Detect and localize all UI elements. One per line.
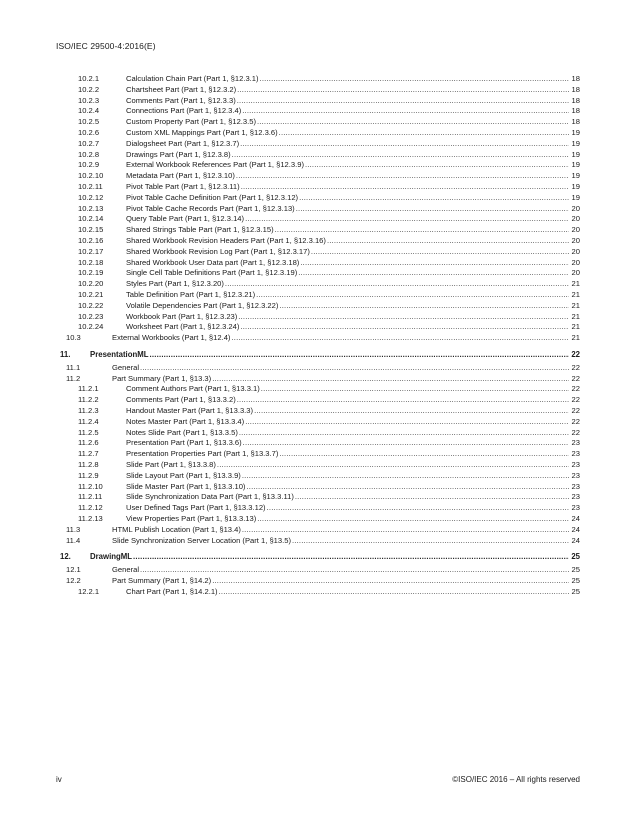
toc-entry-page: 19 — [571, 182, 580, 191]
toc-entry-number: 10.2.16 — [78, 236, 104, 245]
dot-leader — [292, 535, 569, 546]
toc-entry-page: 24 — [571, 524, 580, 534]
dot-leader — [246, 481, 569, 492]
dot-leader — [260, 73, 569, 84]
toc-entry-page: 21 — [571, 333, 580, 343]
dot-leader — [305, 159, 569, 170]
toc-entry-page: 23 — [571, 438, 580, 448]
toc-entry-title[interactable]: Pivot Table Cache Definition Part (Part 1, §12.3.12) — [126, 192, 299, 202]
toc-entry-title[interactable]: Calculation Chain Part (Part 1, §12.3.1) — [126, 74, 259, 83]
dot-leader — [245, 416, 569, 427]
toc-entry-number: 10.2.22 — [78, 300, 104, 310]
toc-entry-page: 19 — [571, 160, 580, 170]
dot-leader — [231, 332, 569, 343]
toc-entry-title[interactable]: Slide Synchronization Server Location (Part 1, §13.5) — [112, 535, 291, 545]
toc-entry-page: 18 — [571, 74, 580, 83]
toc-entry-title[interactable]: Slide Part (Part 1, §13.3.8) — [126, 460, 216, 469]
toc-entry-title[interactable]: Custom XML Mappings Part (Part 1, §12.3.6) — [126, 128, 278, 137]
dot-leader — [275, 224, 569, 235]
toc-entry-number: 10.2.14 — [78, 214, 104, 224]
dot-leader — [217, 459, 569, 470]
toc-entry-page: 25 — [571, 586, 580, 596]
dot-leader — [212, 373, 569, 384]
running-header: ISO/IEC 29500-4:2016(E) — [56, 41, 156, 51]
toc-entry-title[interactable]: Single Cell Table Definitions Part (Part 1, §12.3.19) — [126, 268, 298, 278]
toc-entry-number: 11.2.10 — [78, 481, 103, 491]
dot-leader — [149, 349, 569, 360]
toc-entry-number: 11.2.11 — [78, 492, 103, 502]
dot-leader — [243, 437, 569, 448]
toc-entry-title[interactable]: Pivot Table Cache Records Part (Part 1, §12.3.13) — [126, 203, 295, 213]
toc-entry-number: 10.2.2 — [78, 84, 100, 94]
toc-entry-page: 22 — [571, 416, 580, 426]
toc-entry-page: 22 — [571, 406, 580, 415]
toc-entry-number: 10.2.23 — [78, 311, 104, 321]
toc-entry-number: 10.2.5 — [78, 117, 100, 127]
toc-entry-number: 10.2.17 — [78, 246, 104, 256]
toc-entry-page: 20 — [571, 236, 580, 245]
toc-entry-page: 20 — [571, 257, 580, 267]
toc-entry-title[interactable]: External Workbooks (Part 1, §12.4) — [112, 333, 231, 343]
dot-leader — [242, 470, 569, 481]
toc-entry-page: 18 — [571, 117, 580, 127]
toc-entry-number: 10.2.7 — [78, 138, 100, 148]
toc-entry-number: 10.2.13 — [78, 203, 104, 213]
toc-entry-title[interactable]: Volatile Dependencies Part (Part 1, §12.3.22) — [126, 300, 279, 310]
dot-leader — [237, 95, 569, 106]
toc-entry-title[interactable]: Notes Slide Part (Part 1, §13.3.5) — [126, 427, 238, 437]
toc-entry-title[interactable]: Part Summary (Part 1, §14.2) — [112, 576, 212, 585]
toc-entry-number: 11.2.5 — [78, 427, 99, 437]
toc-entry-page: 22 — [571, 373, 580, 383]
toc-entry-title[interactable]: Slide Master Part (Part 1, §13.3.10) — [126, 481, 246, 491]
dot-leader — [261, 383, 569, 394]
dot-leader — [240, 138, 569, 149]
toc-entry-number: 11.2.1 — [78, 384, 99, 394]
dot-leader — [232, 149, 569, 160]
toc-entry-title[interactable]: Handout Master Part (Part 1, §13.3.3) — [126, 406, 254, 415]
toc-entry-title[interactable]: Connections Part (Part 1, §12.3.4) — [126, 106, 242, 116]
toc-entry-page: 20 — [571, 246, 580, 256]
toc-entry-number: 10.2.9 — [78, 160, 100, 170]
toc-entry-number: 11.2.8 — [78, 460, 99, 469]
dot-leader — [298, 267, 569, 278]
toc-entry-number: 11.2.4 — [78, 416, 99, 426]
copyright-notice: ©ISO/IEC 2016 – All rights reserved — [452, 775, 580, 784]
toc-entry-page: 23 — [571, 481, 580, 491]
dot-leader — [242, 105, 569, 116]
dot-leader — [296, 203, 569, 214]
toc-entry-page: 19 — [571, 192, 580, 202]
toc-entry-number: 10.2.11 — [78, 182, 103, 191]
dot-leader — [241, 181, 569, 192]
toc-entry-number: 10.2.20 — [78, 279, 104, 289]
toc-entry-number: 10.2.24 — [78, 322, 104, 332]
dot-leader — [133, 551, 569, 562]
toc-entry-number: 10.2.18 — [78, 257, 104, 267]
toc-entry-number: 11.2.13 — [78, 514, 103, 523]
toc-entry-title[interactable]: Query Table Part (Part 1, §12.3.14) — [126, 214, 245, 224]
dot-leader — [140, 362, 569, 373]
toc-entry-page: 20 — [571, 203, 580, 213]
toc-entry-number: 12.2.1 — [78, 586, 100, 596]
toc-entry-title[interactable]: Shared Workbook Revision Headers Part (Part 1, §12.3.16) — [126, 236, 326, 245]
toc-entry-number: 10.2.6 — [78, 128, 100, 137]
toc-entry-page: 19 — [571, 138, 580, 148]
dot-leader — [279, 127, 569, 138]
toc-entry-title[interactable]: Comments Part (Part 1, §13.3.2) — [126, 395, 236, 405]
dot-leader — [299, 192, 569, 203]
toc-entry-page: 24 — [571, 514, 580, 523]
toc-entry-page: 18 — [571, 106, 580, 116]
toc-entry-page: 22 — [571, 384, 580, 394]
toc-entry-title[interactable]: Part Summary (Part 1, §13.3) — [112, 373, 212, 383]
toc-entry-title[interactable]: Dialogsheet Part (Part 1, §12.3.7) — [126, 138, 240, 148]
toc-entry-page: 19 — [571, 171, 580, 181]
toc-entry-page: 23 — [571, 492, 580, 502]
toc-entry-number: 11.3 — [66, 524, 81, 534]
dot-leader — [300, 257, 569, 268]
dot-leader — [219, 586, 569, 597]
toc-entry-page: 22 — [571, 362, 580, 372]
toc-entry-title[interactable]: PresentationML — [90, 350, 149, 359]
toc-entry-number: 10.2.3 — [78, 95, 100, 105]
toc-entry-number: 12. — [60, 552, 71, 562]
toc-entry-title[interactable]: DrawingML — [90, 552, 133, 562]
toc-entry-page: 18 — [571, 84, 580, 94]
toc-entry-title[interactable]: HTML Publish Location (Part 1, §13.4) — [112, 524, 241, 534]
toc-entry-number: 10.2.21 — [78, 290, 104, 299]
toc-entry-page: 25 — [571, 565, 580, 575]
toc-entry-title[interactable]: Metadata Part (Part 1, §12.3.10) — [126, 171, 235, 181]
toc-entry-number: 10.2.8 — [78, 149, 100, 159]
toc-entry-number: 11.2 — [66, 373, 81, 383]
toc-entry-page: 25 — [571, 552, 580, 562]
toc-entry-title[interactable]: General — [112, 565, 140, 575]
toc-entry-page: 22 — [571, 427, 580, 437]
page-number: iv — [56, 775, 62, 784]
toc-entry-title[interactable]: Table Definition Part (Part 1, §12.3.21) — [126, 290, 256, 299]
toc-entry-title[interactable]: Custom Property Part (Part 1, §12.3.5) — [126, 117, 256, 127]
toc-entry-title[interactable]: Slide Layout Part (Part 1, §13.3.9) — [126, 470, 241, 480]
toc-entry-title[interactable]: Styles Part (Part 1, §12.3.20) — [126, 279, 224, 289]
dot-leader — [256, 289, 569, 300]
toc-entry-page: 20 — [571, 225, 580, 235]
dot-leader — [295, 491, 569, 502]
toc-entry-title[interactable]: View Properties Part (Part 1, §13.3.13) — [126, 514, 257, 523]
dot-leader — [236, 170, 569, 181]
dot-leader — [237, 394, 569, 405]
dot-leader — [212, 575, 569, 586]
toc-entry-page: 23 — [571, 460, 580, 469]
toc-entry-number: 11.2.9 — [78, 470, 99, 480]
dot-leader — [242, 524, 569, 535]
toc-entry-page: 21 — [571, 279, 580, 289]
dot-leader — [327, 235, 569, 246]
dot-leader — [257, 513, 569, 524]
toc-entry-title[interactable]: Comment Authors Part (Part 1, §13.3.1) — [126, 384, 260, 394]
toc-entry-number: 10.2.10 — [78, 171, 104, 181]
toc-entry-page: 22 — [571, 350, 580, 359]
toc-entry-page: 24 — [571, 535, 580, 545]
toc-entry-page: 21 — [571, 322, 580, 332]
toc-entry-number: 11.2.6 — [78, 438, 99, 448]
toc-entry-number: 11.2.3 — [78, 406, 99, 415]
toc-entry-page: 20 — [571, 214, 580, 224]
toc-entry-page: 19 — [571, 149, 580, 159]
dot-leader — [239, 427, 569, 438]
toc-entry-title[interactable]: Shared Workbook Revision Log Part (Part 1, §12.3.17) — [126, 246, 310, 256]
toc-entry-title[interactable]: Presentation Part (Part 1, §13.3.6) — [126, 438, 242, 448]
toc-entry-title[interactable]: Drawings Part (Part 1, §12.3.8) — [126, 149, 231, 159]
toc-entry-page: 21 — [571, 311, 580, 321]
toc-entry-number: 10.2.1 — [78, 74, 100, 83]
toc-entry-page: 20 — [571, 268, 580, 278]
toc-entry-title[interactable]: Notes Master Part (Part 1, §13.3.4) — [126, 416, 245, 426]
dot-leader — [311, 246, 569, 257]
toc-entry-number: 10.2.4 — [78, 106, 100, 116]
toc-entry-number: 11.2.7 — [78, 449, 99, 459]
toc-entry-title[interactable]: External Workbook References Part (Part 1, §12.3.9) — [126, 160, 304, 170]
dot-leader — [225, 278, 569, 289]
dot-leader — [257, 116, 569, 127]
dot-leader — [140, 564, 569, 575]
toc-entry-page: 22 — [571, 395, 580, 405]
toc-entry-title[interactable]: General — [112, 362, 140, 372]
toc-entry-number: 11.2.12 — [78, 503, 103, 513]
toc-entry-title[interactable]: Worksheet Part (Part 1, §12.3.24) — [126, 322, 240, 332]
toc-entry-number: 10.2.19 — [78, 268, 104, 278]
toc-entry-number: 11.2.2 — [78, 395, 99, 405]
toc-entry-page: 21 — [571, 300, 580, 310]
toc-entry-number: 11.4 — [66, 535, 81, 545]
dot-leader — [254, 405, 569, 416]
toc-entry-page: 19 — [571, 128, 580, 137]
toc-entry-title[interactable]: Comments Part (Part 1, §12.3.3) — [126, 95, 236, 105]
toc-entry-page: 21 — [571, 290, 580, 299]
toc-entry-title[interactable]: Shared Workbook User Data part (Part 1, §12.3.18) — [126, 257, 300, 267]
toc-entry-title[interactable]: Slide Synchronization Data Part (Part 1, §13.3.11) — [126, 492, 294, 502]
toc-entry-title[interactable]: Chart Part (Part 1, §14.2.1) — [126, 586, 218, 596]
dot-leader — [267, 502, 569, 513]
toc-entry-page: 18 — [571, 95, 580, 105]
toc-entry-title[interactable]: Pivot Table Part (Part 1, §12.3.11) — [126, 182, 240, 191]
toc-entry-title[interactable]: User Defined Tags Part (Part 1, §13.3.12) — [126, 503, 266, 513]
toc-entry-page: 25 — [571, 576, 580, 585]
toc-entry-title[interactable]: Chartsheet Part (Part 1, §12.3.2) — [126, 84, 237, 94]
toc-entry-title[interactable]: Workbook Part (Part 1, §12.3.23) — [126, 311, 238, 321]
toc-entry-page: 23 — [571, 503, 580, 513]
toc-entry-number: 10.3 — [66, 333, 81, 343]
toc-entry-number: 10.2.12 — [78, 192, 104, 202]
dot-leader — [240, 321, 569, 332]
toc-entry-number: 11. — [60, 350, 71, 359]
toc-entry-number: 10.2.15 — [78, 225, 104, 235]
toc-entry-title[interactable]: Presentation Properties Part (Part 1, §13.3.7) — [126, 449, 279, 459]
dot-leader — [238, 311, 569, 322]
toc-entry-title[interactable]: Shared Strings Table Part (Part 1, §12.3.15) — [126, 225, 274, 235]
dot-leader — [279, 448, 569, 459]
toc-entry-number: 12.2 — [66, 576, 81, 585]
toc-entry-page: 23 — [571, 470, 580, 480]
toc-entry-page: 23 — [571, 449, 580, 459]
dot-leader — [245, 213, 569, 224]
toc-entry-number: 11.1 — [66, 362, 81, 372]
dot-leader — [279, 300, 569, 311]
toc-entry-number: 12.1 — [66, 565, 81, 575]
dot-leader — [237, 84, 569, 95]
